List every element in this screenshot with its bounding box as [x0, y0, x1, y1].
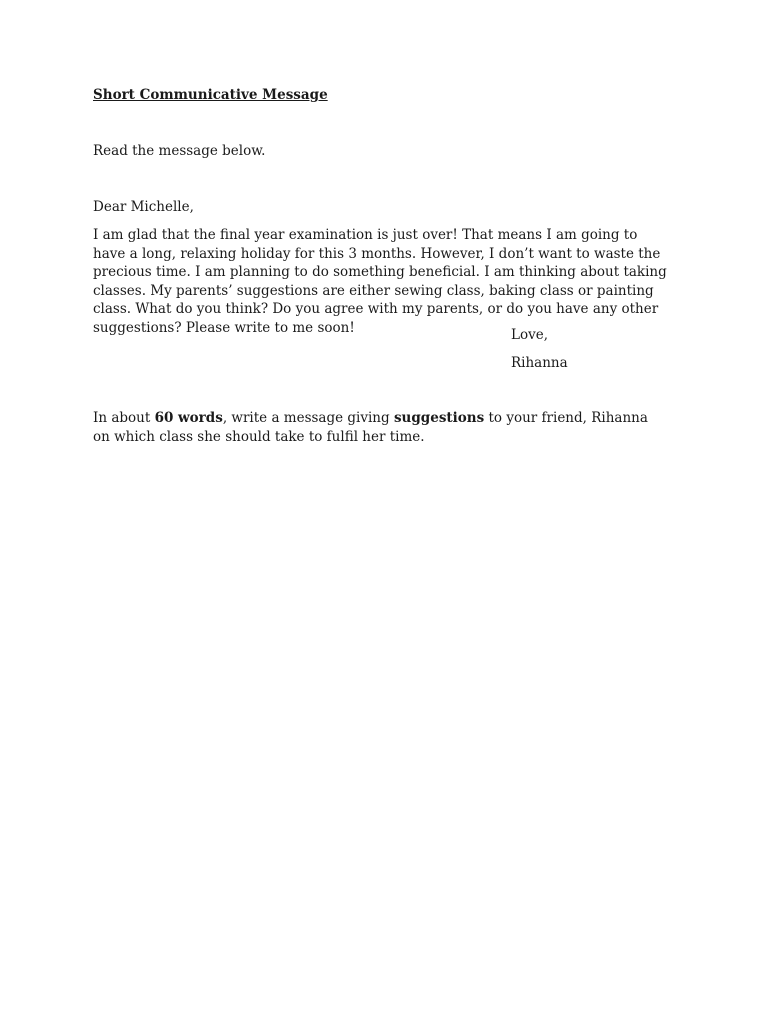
- letter-closing: Love,: [511, 327, 548, 343]
- task-text-part2: , write a message giving: [222, 410, 394, 426]
- task-text-part1: In about: [93, 410, 155, 426]
- letter-greeting: Dear Michelle,: [93, 199, 194, 215]
- task-instruction: [93, 409, 668, 446]
- letter-body: I am glad that the final year examination is just over! That means I am going to have a long, relaxing holiday for this 3 months. However, I don’t want to waste the precious time. I am planning to do something beneficial. I am thinking about taking classes. My parents’ suggestions are either sewing class, baking class or painting class. What do you think? Do you agree with my parents, or do you have any other suggestions? Please write to me soon!: [93, 227, 667, 336]
- instruction-text: Read the message below.: [93, 143, 266, 159]
- task-word-count: 60 words: [154, 410, 223, 426]
- letter-signature: Rihanna: [511, 355, 568, 371]
- document-title: Short Communicative Message: [93, 87, 328, 103]
- task-text-part3: to your friend, Rihanna on which class she should take to fulfil her time.: [93, 410, 648, 445]
- task-keyword: suggestions: [393, 410, 485, 426]
- document-page: [93, 86, 673, 445]
